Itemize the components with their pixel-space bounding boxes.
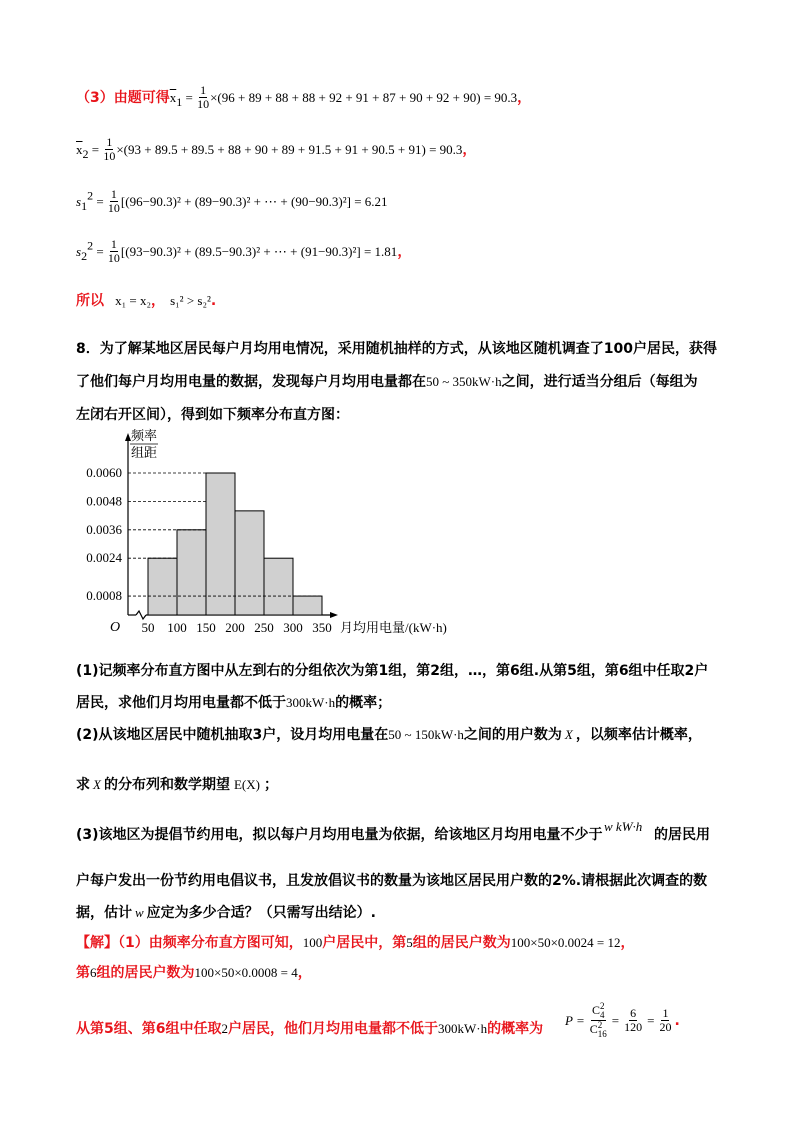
sub2-var-x: X bbox=[564, 727, 573, 742]
y-tick-label: 0.0008 bbox=[86, 588, 122, 604]
conclusion-equality: x₁ = x₂ bbox=[115, 293, 151, 308]
histogram-chart bbox=[70, 428, 490, 638]
solution-line3a: 从第5组、第6组中任取 bbox=[76, 1021, 222, 1037]
s2-sup: 2 bbox=[87, 238, 94, 253]
x2-frac-num: 1 bbox=[106, 135, 113, 149]
x-axis-break bbox=[136, 611, 146, 619]
part3-mean2-line: $\overline{x}_2$ = $\frac{1}{10}$ ×(93 + 89.5 + 89.5 + 88 + 90 + 89 + 91.5 + 91 + 90.5 + 91) = 90.3， bbox=[76, 135, 477, 163]
histogram-bar bbox=[264, 558, 293, 615]
sub2-line2a: 求 bbox=[76, 777, 90, 793]
conclusion-prefix: 所以 bbox=[76, 293, 104, 309]
q8-range-math: 50 ~ 350kW·h bbox=[426, 374, 502, 389]
solution-line1b: 户居民中，第 bbox=[322, 935, 407, 951]
x1-frac-den: 10 bbox=[197, 97, 210, 111]
f2-den: 120 bbox=[624, 1020, 643, 1034]
solution-num-2: 2 bbox=[221, 1021, 228, 1036]
sub3-w-math: w kW·h bbox=[604, 819, 643, 834]
part3-conclusion-line bbox=[76, 290, 216, 310]
combination-num bbox=[591, 1002, 606, 1021]
s2-expression: [(93−90.3)² + (89.5−90.3)² + ⋯ + (91−90.3)²] = 1.81 bbox=[120, 244, 398, 259]
sub2-var-x2: X bbox=[93, 777, 101, 792]
x2-sub: 2 bbox=[82, 147, 89, 162]
sub3-w-unit bbox=[604, 816, 642, 835]
s1-frac-num: 1 bbox=[110, 187, 117, 201]
sub1-line1: (1)记频率分布直方图中从左到右的分组依次为第1组，第2组，…，第6组.从第5组，第6组中任取2户 bbox=[76, 663, 709, 679]
solution-line2 bbox=[76, 962, 312, 982]
x-tick-label: 150 bbox=[196, 620, 216, 635]
histogram-bar bbox=[293, 596, 322, 615]
sub1-math: 300kW·h bbox=[286, 695, 336, 710]
sub3-line3b: 应定为多少合适？（只需写出结论）. bbox=[146, 905, 376, 921]
s1-sup: 2 bbox=[87, 188, 94, 203]
s1-fraction bbox=[108, 188, 120, 215]
q8-line3: 左闭右开区间），得到如下频率分布直方图： bbox=[76, 407, 349, 423]
sub2-line1c: ，以频率估计概率， bbox=[575, 727, 702, 743]
x2-fraction bbox=[103, 136, 115, 163]
solution-300kwh: 300kW·h bbox=[437, 1021, 488, 1036]
sub2-line2 bbox=[76, 774, 278, 794]
solution-calc-6: 100×50×0.0008 = 4 bbox=[194, 965, 298, 980]
x-tick-label: 100 bbox=[167, 620, 187, 635]
eq-1: = bbox=[611, 1012, 620, 1028]
conclusion-inequality: s₁² > s₂² bbox=[170, 293, 211, 308]
x2-frac-den: 10 bbox=[103, 149, 116, 163]
x1-sub: 1 bbox=[176, 95, 183, 110]
solution-line1 bbox=[76, 932, 635, 952]
sub2-expectation: E(X) bbox=[233, 777, 260, 792]
histogram-bar bbox=[148, 558, 177, 615]
origin-label: O bbox=[110, 620, 121, 635]
sub2-line2b: 的分布列和数学期望 bbox=[103, 777, 230, 793]
sub2-line2c: ； bbox=[263, 777, 278, 793]
sub3-var-w: w bbox=[135, 905, 144, 920]
x-tick-label: 200 bbox=[225, 620, 245, 635]
part3-var1-line: $s_1^2$ = $\frac{1}{10}$ [(96−90.3)² + (89−90.3)² + ⋯ + (90−90.3)²] = 6.21 bbox=[76, 187, 388, 215]
s2-frac-den: 10 bbox=[107, 251, 120, 265]
sub3-line1 bbox=[76, 824, 603, 844]
solution-num-5: 5 bbox=[406, 935, 413, 950]
sub3-line1b: 的居民用 bbox=[654, 827, 710, 843]
q8-line1: 8．为了解某地区居民每户月均用电情况，采用随机抽样的方式，从该地区随机调查了100户居民，获得 bbox=[76, 341, 717, 357]
conclusion-sep: ， bbox=[151, 293, 165, 309]
f3-num: 1 bbox=[662, 1006, 669, 1020]
solution-line1c: 组的居民户数为 bbox=[412, 935, 511, 951]
sub3-line1a: (3)该地区为提倡节约用电，拟以每户月均用电量为依据，给该地区月均用电量不少于 bbox=[76, 827, 603, 843]
s1-sub: 1 bbox=[81, 199, 88, 214]
x-tick-label: 300 bbox=[283, 620, 303, 635]
y-axis-label-num: 频率 bbox=[130, 428, 158, 443]
x2-expression: ×(93 + 89.5 + 89.5 + 88 + 90 + 89 + 91.5 + 91 + 90.5 + 91) = 90.3 bbox=[116, 142, 463, 157]
x-tick-label: 350 bbox=[312, 620, 332, 635]
q8-line2 bbox=[76, 371, 698, 391]
sub1-line2 bbox=[76, 692, 391, 712]
solution-line1d: ， bbox=[620, 935, 635, 951]
histogram-bar bbox=[206, 473, 235, 615]
part3-prefix: （3）由题可得 bbox=[76, 90, 170, 106]
s2-fraction bbox=[108, 238, 120, 265]
s2-frac-num: 1 bbox=[110, 237, 117, 251]
y-tick-label: 0.0036 bbox=[86, 521, 122, 537]
s1-symbol: s bbox=[76, 194, 82, 209]
y-tick-label: 0.0024 bbox=[86, 550, 122, 566]
sub1-line2a: 居民，求他们月均用电量都不低于 bbox=[76, 695, 286, 711]
x-tick-label: 50 bbox=[141, 620, 155, 635]
histogram-bar bbox=[177, 530, 206, 615]
sub3-line2: 户每户发出一份节约用电倡议书，且发放倡议书的数量为该地区居民用户数的2%.请根据此次调查的数 bbox=[76, 873, 708, 889]
comma: ， bbox=[397, 244, 412, 260]
c-num-sub: 4 bbox=[600, 1010, 605, 1020]
solution-line1a: 【解】（1）由频率分布直方图可知， bbox=[76, 935, 303, 951]
solution-calc-5: 100×50×0.0024 = 12 bbox=[510, 935, 621, 950]
y-tick-label: 0.0048 bbox=[86, 493, 122, 509]
solution-line2c: ， bbox=[297, 965, 312, 981]
histogram-bar bbox=[235, 511, 264, 615]
x-axis-label: 月均用电量/(kW·h) bbox=[340, 620, 447, 635]
solution-line3 bbox=[76, 1018, 543, 1038]
y-axis-label-den: 组距 bbox=[130, 445, 158, 460]
sub2-line1a: (2)从该地区居民中随机抽取3户，设月均用电量在 bbox=[76, 727, 389, 743]
part3-mean1-line: （3）由题可得$\overline{x}_1$ = $\frac{1}{10}$ ×(96 + 89 + 88 + 88 + 92 + 91 + 87 + 90 + 92 + 90) = 90.3， bbox=[76, 83, 532, 111]
fraction-1-20 bbox=[659, 1007, 671, 1034]
eq-2: = bbox=[647, 1012, 655, 1028]
q8-line2b: 之间，进行适当分组后（每组为 bbox=[501, 374, 698, 390]
combination-den bbox=[590, 1021, 607, 1039]
conclusion-end: . bbox=[210, 293, 217, 309]
solution-num-6: 6 bbox=[90, 965, 97, 980]
f3-den: 20 bbox=[659, 1020, 672, 1034]
x-axis-arrow bbox=[330, 612, 338, 618]
solution-line2b: 组的居民户数为 bbox=[96, 965, 195, 981]
f2-num: 6 bbox=[630, 1006, 637, 1020]
comma: ， bbox=[517, 90, 532, 106]
y-tick-label: 0.0060 bbox=[86, 465, 122, 480]
fraction-6-120 bbox=[624, 1007, 642, 1034]
x1-frac-num: 1 bbox=[200, 83, 207, 97]
solution-line3b: 户居民，他们月均用电量都不低于 bbox=[227, 1021, 438, 1037]
probability-formula bbox=[565, 1002, 680, 1039]
x1-symbol: $\overline{x}$ bbox=[169, 90, 177, 105]
c-den: C bbox=[589, 1021, 598, 1036]
s1-expression: [(96−90.3)² + (89−90.3)² + ⋯ + (90−90.3)²] = 6.21 bbox=[120, 194, 388, 209]
prob-lhs: P = bbox=[565, 1012, 585, 1028]
solution-num-100: 100 bbox=[302, 935, 323, 950]
combination-fraction bbox=[590, 1002, 607, 1039]
part3-var2-line: $s_2^2$ = $\frac{1}{10}$ [(93−90.3)² + (89.5−90.3)² + ⋯ + (91−90.3)²] = 1.81， bbox=[76, 237, 412, 265]
s1-frac-den: 10 bbox=[107, 201, 120, 215]
s2-sub: 2 bbox=[81, 249, 88, 264]
solution-line2a: 第 bbox=[76, 965, 90, 981]
sub3-line3 bbox=[76, 902, 376, 922]
c-den-sub: 16 bbox=[597, 1029, 607, 1039]
sub2-line1 bbox=[76, 724, 702, 744]
sub2-line1b: 之间的用户数为 bbox=[463, 727, 562, 743]
x1-fraction bbox=[197, 84, 209, 111]
solution-line3c: 的概率为 bbox=[487, 1021, 544, 1037]
sub1-line2b: 的概率； bbox=[335, 695, 392, 711]
c-num-sup: 2 bbox=[600, 1001, 605, 1011]
sub3-line3a: 据，估计 bbox=[76, 905, 132, 921]
c-den-sup: 2 bbox=[597, 1020, 603, 1030]
x-tick-label: 250 bbox=[254, 620, 274, 635]
sub2-range-math: 50 ~ 150kW·h bbox=[388, 727, 464, 742]
x2-symbol: $\overline{x}$ bbox=[76, 142, 83, 157]
q8-line2a: 了他们每户月均用电量的数据，发现每户月均用电量都在 bbox=[76, 374, 426, 390]
comma: ， bbox=[462, 142, 477, 158]
c-num: C bbox=[591, 1002, 600, 1017]
x1-expression: ×(96 + 89 + 88 + 88 + 92 + 91 + 87 + 90 + 92 + 90) = 90.3 bbox=[210, 90, 518, 105]
s2-symbol: s bbox=[76, 244, 82, 259]
formula-end: . bbox=[674, 1012, 680, 1029]
